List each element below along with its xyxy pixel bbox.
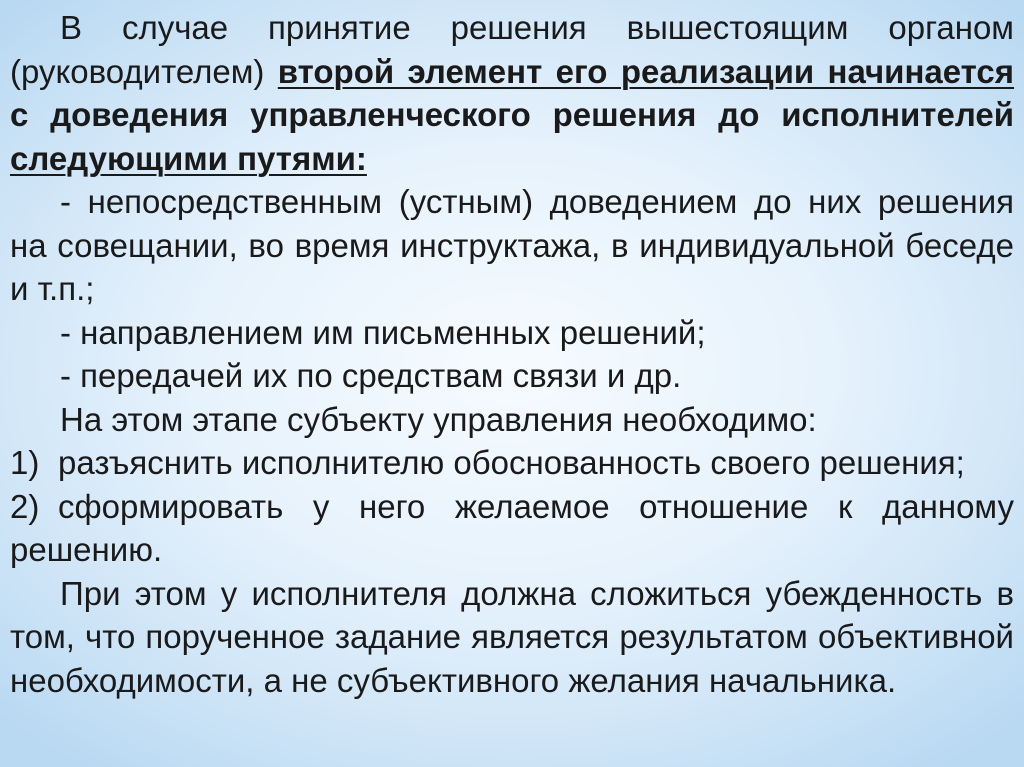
list-item-text: разъяснить исполнителю обоснованность своего решения; xyxy=(58,444,965,481)
list-item xyxy=(10,441,1014,485)
paragraph-conclusion: При этом у исполнителя должна сложиться убежденность в том, что порученное задание является результатом объективной необходимости, а не субъективного желания начальника. xyxy=(10,574,1014,699)
paragraph-stage-task: На этом этапе субъекту управления необходимо: xyxy=(60,400,817,438)
list-item xyxy=(10,485,1014,572)
paragraph-way-written: - направлением им письменных решений; xyxy=(60,313,706,351)
paragraph-way-communication: - передачей их по средствам связи и др. xyxy=(60,357,682,394)
intro-emphasis-ways: следующими путями: xyxy=(10,139,367,177)
paragraph-intro xyxy=(10,6,1014,180)
intro-text-middle: с доведения управленческого решения до исполнителей xyxy=(10,96,1014,133)
slide-text-body xyxy=(10,6,1014,702)
intro-text-start: В случае принятие решения вышестоящим органом (руководителем) xyxy=(10,9,1014,90)
paragraph-way-oral: - непосредственным (устным) доведением до них решения на совещании, во время инструктажа, в индивидуальной беседе и т.п.; xyxy=(10,183,1014,307)
list-item-number: 1) xyxy=(10,444,40,481)
intro-emphasis-second-element: второй элемент его реализации начинается xyxy=(277,52,1014,90)
list-item-number: 2) xyxy=(10,487,40,525)
list-item-text: сформировать у него желаемое отношение к данному решению. xyxy=(10,487,1014,568)
